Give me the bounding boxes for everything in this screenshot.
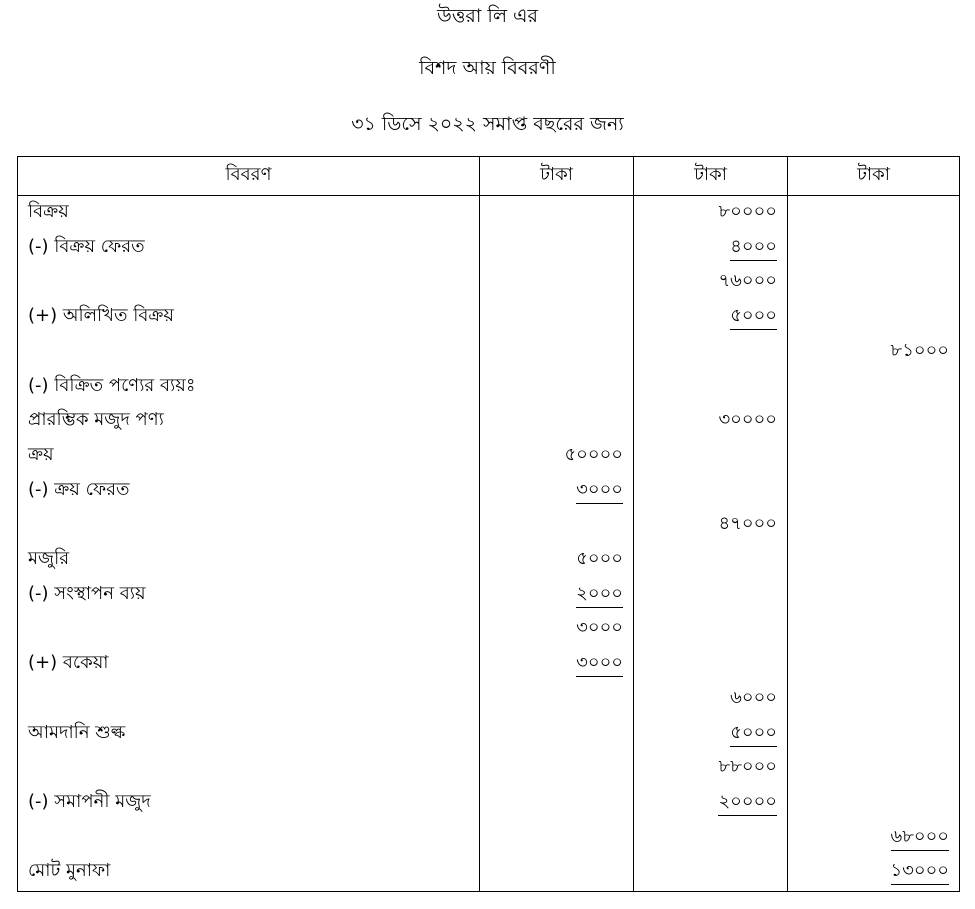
header-divider <box>18 195 959 196</box>
row-amount: ৮৮০০০ <box>718 756 777 778</box>
table-row <box>18 856 959 891</box>
table-row <box>18 266 959 301</box>
row-amount: ৩০০০ <box>576 649 623 677</box>
table-row <box>18 544 959 579</box>
table-row <box>18 475 959 510</box>
row-label: প্রারম্ভিক মজুদ পণ্য <box>28 409 164 431</box>
row-amount: ৫০০০ <box>730 302 777 330</box>
row-amount: ৮১০০০ <box>890 339 949 361</box>
row-label: (-) বিক্রিত পণ্যের ব্যয়ঃ <box>28 374 196 396</box>
row-amount: ৮০০০০ <box>718 201 777 222</box>
row-amount: ৭৬০০০ <box>718 270 777 292</box>
row-amount: ৬০০০ <box>730 686 777 708</box>
table-row <box>18 371 959 406</box>
row-label: (-) বিক্রয় ফেরত <box>28 235 145 257</box>
row-amount: ৫০০০০ <box>564 443 623 465</box>
row-amount: ১৩০০০ <box>891 857 950 885</box>
row-label: মোট মুনাফা <box>28 860 111 882</box>
table-row <box>18 405 959 440</box>
row-label: বিক্রয় <box>28 201 69 222</box>
row-amount: ২০০০০ <box>718 788 777 816</box>
row-label: (+) অলিখিত বিক্রয় <box>28 305 175 327</box>
header-description: বিবরণ <box>225 164 272 185</box>
statement-title: বিশদ আয় বিবরণী <box>419 57 556 79</box>
row-label: (-) সংস্থাপন ব্যয় <box>28 582 146 604</box>
row-amount: ২০০০ <box>576 580 623 608</box>
row-label: (-) সমাপনী মজুদ <box>28 790 151 812</box>
table-row <box>18 232 959 267</box>
row-label: (-) ক্রয় ফেরত <box>28 478 130 500</box>
table-row <box>18 509 959 544</box>
row-label: আমদানি শুল্ক <box>28 721 126 743</box>
table-row <box>18 613 959 648</box>
table-row <box>18 301 959 336</box>
row-label: ক্রয় <box>28 443 54 465</box>
table-row <box>18 787 959 822</box>
table-row <box>18 197 959 232</box>
row-amount: ৫০০০ <box>576 548 623 569</box>
table-row <box>18 579 959 614</box>
row-amount: ৪৭০০০ <box>718 513 777 535</box>
row-amount: ৩০০০ <box>576 476 623 504</box>
table-row <box>18 683 959 718</box>
table-row <box>18 822 959 857</box>
header-amount-2: টাকা <box>694 164 727 185</box>
row-amount: ৩০০০ <box>576 617 623 639</box>
row-amount: ৫০০০ <box>730 719 777 747</box>
income-statement-table <box>17 156 960 892</box>
row-amount: ৬৮০০০ <box>891 823 950 851</box>
row-amount: ৩০০০০ <box>718 409 777 431</box>
header-amount-1: টাকা <box>540 164 573 185</box>
table-row <box>18 752 959 787</box>
table-row <box>18 718 959 753</box>
row-amount: ৪০০০ <box>730 233 777 261</box>
table-row <box>18 648 959 683</box>
header-amount-3: টাকা <box>857 164 890 185</box>
row-label: (+) বকেয়া <box>28 652 109 674</box>
table-row <box>18 336 959 371</box>
table-row <box>18 440 959 475</box>
period-title: ৩১ ডিসে ২০২২ সমাপ্ত বছরের জন্য <box>351 113 624 135</box>
company-title: উত্তরা লি এর <box>437 5 538 27</box>
row-label: মজুরি <box>28 548 70 569</box>
